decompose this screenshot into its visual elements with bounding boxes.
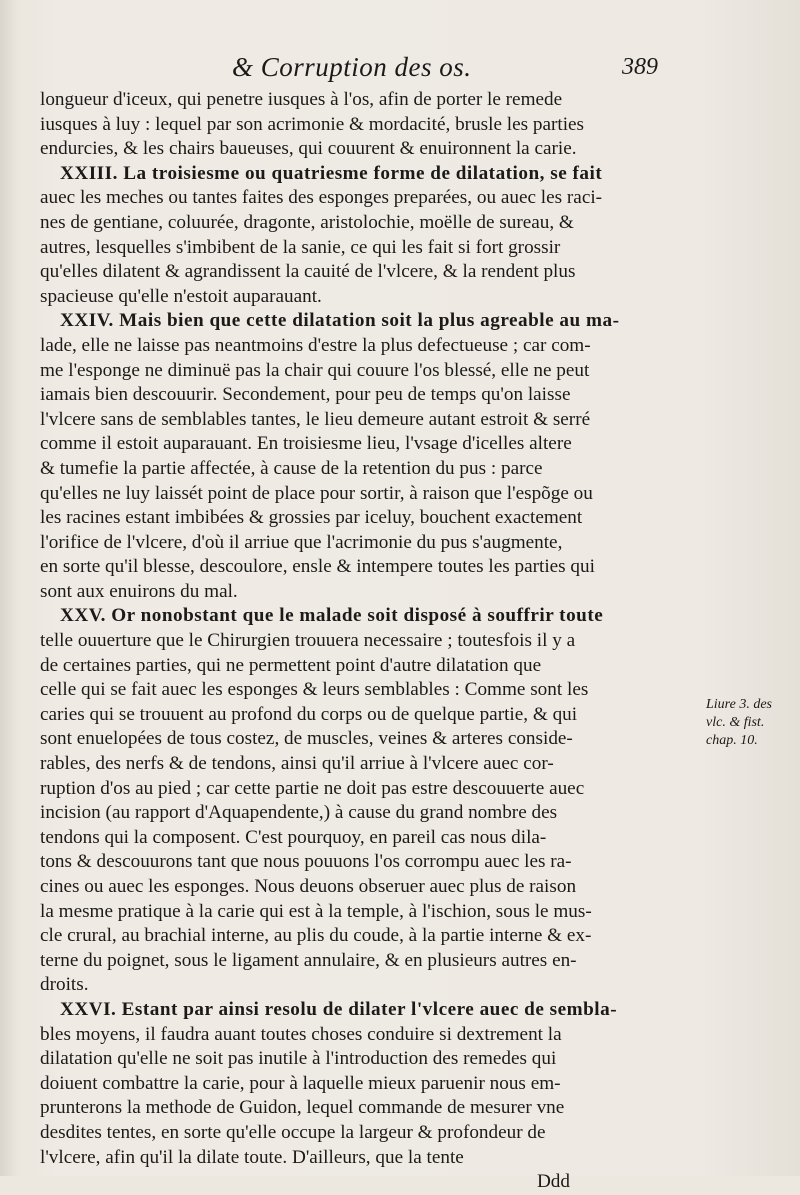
text-line: en sorte qu'il blesse, descoulore, ensle & intempere toutes les parties qui	[40, 556, 595, 578]
marginal-note-line: vlc. & fist.	[706, 715, 765, 730]
text-line: qu'elles dilatent & agrandissent la cauité de l'vlcere, & la rendent plus	[40, 261, 576, 283]
text-line: l'orifice de l'vlcere, d'où il arriue que l'acrimonie du pus s'augmente,	[40, 531, 563, 553]
text-line: terne du poignet, sous le ligament annulaire, & en plusieurs autres en-	[40, 949, 577, 971]
text-line: de certaines parties, qui ne permettent point d'autre dilatation que	[40, 654, 542, 676]
text-line: celle qui se fait auec les esponges & leurs semblables : Comme sont les	[40, 679, 589, 701]
text-line: ruption d'os au pied ; car cette partie ne doit pas estre descouuerte auec	[40, 777, 585, 799]
section-xxiii-start: XXIII. La troisiesme ou quatriesme forme de dilatation, se fait	[60, 162, 603, 184]
text-line: l'vlcere, afin qu'il la dilate toute. D'ailleurs, que la tente	[40, 1146, 464, 1168]
text-line: lade, elle ne laisse pas neantmoins d'estre la plus defectueuse ; car com-	[40, 334, 591, 356]
text-line: sont aux enuirons du mal.	[40, 580, 238, 602]
text-line: doiuent combattre la carie, pour à laquelle mieux paruenir nous em-	[40, 1072, 561, 1094]
page-number: 389	[622, 54, 658, 80]
text-line: spacieuse qu'elle n'estoit auparauant.	[40, 285, 322, 307]
text-line: desdites tentes, en sorte qu'elle occupe la largeur & profondeur de	[40, 1121, 546, 1143]
text-line: sont enuelopées de tous costez, de muscles, veines & arteres conside-	[40, 728, 573, 750]
page-header	[0, 52, 800, 86]
text-line: droits.	[40, 974, 89, 996]
text-line: auec les meches ou tantes faites des esponges preparées, ou auec les raci-	[40, 187, 603, 209]
text-line: qu'elles ne luy laissét point de place pour sortir, à raison que l'espõge ou	[40, 482, 593, 504]
text-line: comme il estoit auparauant. En troisiesme lieu, l'vsage d'icelles altere	[40, 433, 572, 455]
text-line: telle ouuerture que le Chirurgien trouuera necessaire ; toutesfois il y a	[40, 630, 576, 652]
text-line: bles moyens, il faudra auant toutes choses conduire si dextrement la	[40, 1023, 562, 1045]
body-text	[40, 88, 666, 1195]
signature-mark: Ddd	[536, 1171, 570, 1193]
section-xxvi-start: XXVI. Estant par ainsi resolu de dilater l'vlcere auec de sembla-	[60, 998, 618, 1020]
text-line: les racines estant imbibées & grossies par iceluy, bouchent exactement	[40, 507, 583, 529]
text-line: la mesme pratique à la carie qui est à la temple, à l'ischion, sous le mus-	[40, 900, 592, 922]
text-line: me l'esponge ne diminuë pas la chair qui couure l'os blessé, elle ne peut	[40, 359, 590, 381]
text-line: cines ou auec les esponges. Nous deuons obseruer auec plus de raison	[40, 876, 577, 897]
text-line: dilatation qu'elle ne soit pas inutile à l'introduction des remedes qui	[40, 1048, 557, 1070]
text-line: endurcies, & les chairs baueuses, qui couurent & enuironnent la carie.	[40, 138, 577, 160]
text-line: iusques à luy : lequel par son acrimonie & mordacité, brusle les parties	[40, 113, 585, 135]
section-xxv-start: XXV. Or nonobstant que le malade soit disposé à souffrir toute	[60, 605, 604, 627]
text-line: autres, lesquelles s'imbibent de la sanie, ce qui les fait si fort grossir	[40, 236, 561, 258]
text-line: nes de gentiane, coluurée, dragonte, aristolochie, moëlle de sureau, &	[40, 211, 574, 233]
marginal-note	[706, 696, 792, 750]
text-line: l'vlcere sans de semblables tantes, le lieu demeure autant estroit & serré	[40, 408, 591, 430]
text-line: rables, des nerfs & de tendons, ainsi qu'il arriue à l'vlcere auec cor-	[40, 753, 554, 775]
text-line: longueur d'iceux, qui penetre iusques à l'os, afin de porter le remede	[40, 89, 563, 110]
running-title: & Corruption des os.	[232, 52, 472, 82]
text-line: tons & descouurons tant que nous pouuons l'os corrompu auec les ra-	[40, 851, 572, 873]
text-line: incision (au rapport d'Aquapendente,) à cause du grand nombre des	[40, 802, 558, 824]
text-line: iamais bien descouurir. Secondement, pour peu de temps qu'on laisse	[40, 384, 571, 406]
section-xxiv-start: XXIV. Mais bien que cette dilatation soit la plus agreable au ma-	[60, 310, 620, 332]
text-line: & tumefie la partie affectée, à cause de la retention du pus : parce	[40, 457, 543, 479]
text-line: cle crural, au brachial interne, au plis du coude, à la partie interne & ex-	[40, 925, 592, 947]
text-line: tendons qui la composent. C'est pourquoy, en pareil cas nous dila-	[40, 826, 547, 848]
marginal-note-line: chap. 10.	[706, 733, 758, 748]
text-line: caries qui se trouuent au profond du corps ou de quelque partie, & qui	[40, 703, 578, 725]
text-line: prunterons la methode de Guidon, lequel commande de mesurer vne	[40, 1097, 565, 1119]
marginal-note-line: Liure 3. des	[706, 697, 772, 712]
